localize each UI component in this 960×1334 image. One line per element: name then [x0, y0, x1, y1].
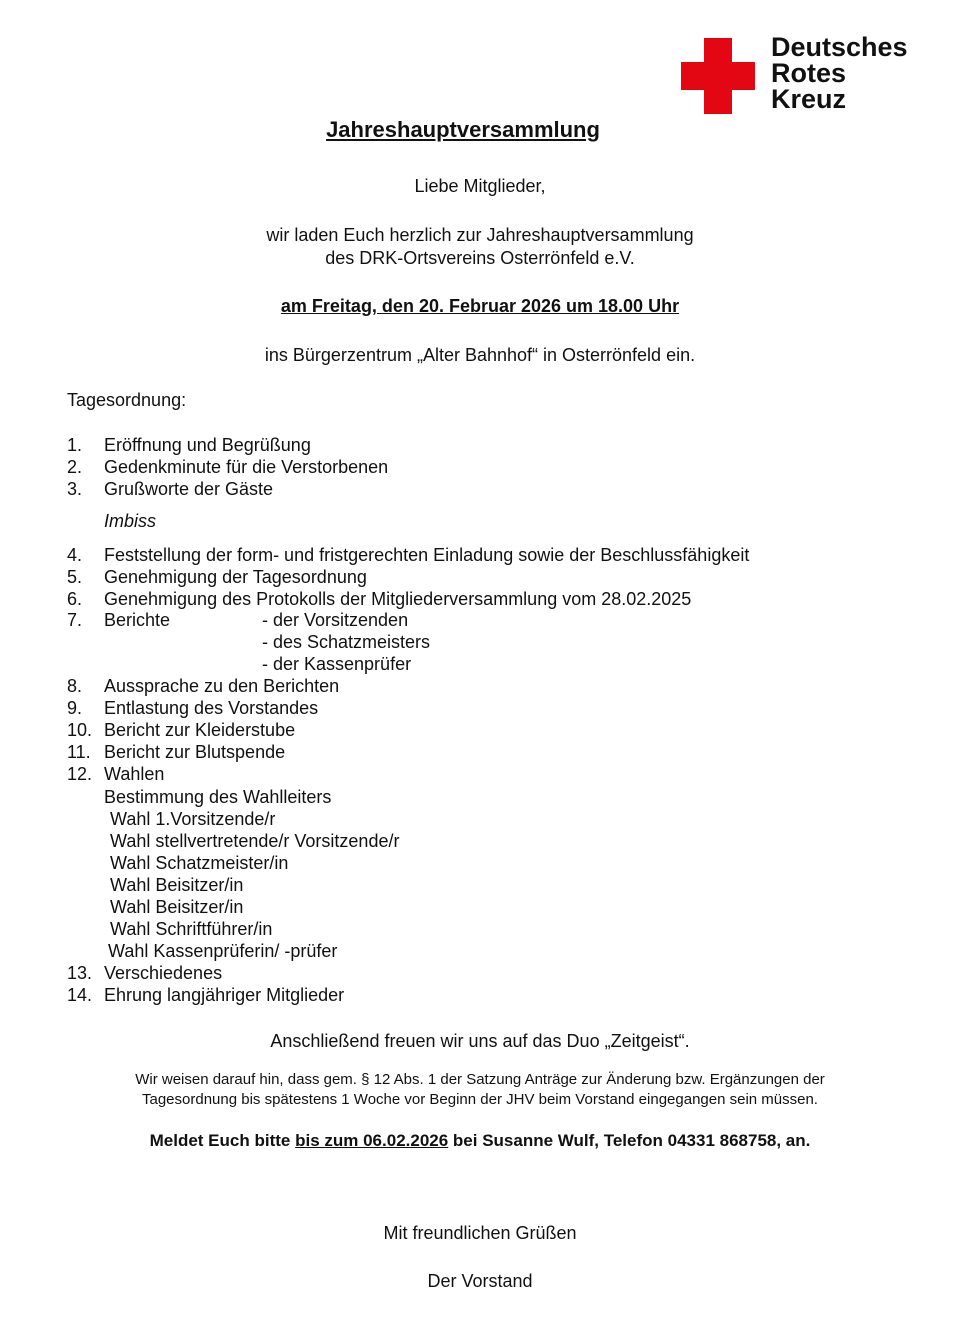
list-item: 13. Verschiedenes [67, 963, 223, 983]
election-lead: Bestimmung des Wahlleiters [104, 787, 332, 807]
rsvp-after: bei Susanne Wulf, Telefon 04331 868758, an. [448, 1131, 811, 1150]
election-item: Wahl 1.Vorsitzende/r [110, 809, 276, 829]
list-item: 3. Grußworte der Gäste [67, 479, 274, 499]
report-item: - der Kassenprüfer [262, 654, 412, 674]
meeting-date: am Freitag, den 20. Februar 2026 um 18.00 Uhr [280, 296, 680, 316]
rsvp-before: Meldet Euch bitte [149, 1131, 296, 1150]
list-item: 10. Bericht zur Kleiderstube [67, 720, 296, 740]
notice-line-1: Wir weisen darauf hin, dass gem. § 12 Abs. 1 der Satzung Anträge zur Änderung bzw. Ergänzungen der [135, 1071, 825, 1088]
list-item: 7. Berichte - der Vorsitzenden [67, 610, 409, 630]
meeting-location: ins Bürgerzentrum „Alter Bahnhof“ in Osterrönfeld ein. [264, 345, 696, 365]
report-row [0, 654, 960, 676]
signature: Der Vorstand [427, 1271, 533, 1291]
list-item: 9. Entlastung des Vorstandes [67, 698, 319, 718]
list-item: 14. Ehrung langjähriger Mitglieder [67, 985, 345, 1005]
list-item: 2. Gedenkminute für die Verstorbenen [67, 457, 389, 477]
logo-line: Rotes [771, 58, 847, 88]
election-item: Wahl Schatzmeister/in [110, 853, 289, 873]
logo-line: Kreuz [771, 84, 847, 114]
election-item: Wahl Beisitzer/in [110, 875, 244, 895]
list-item: 4. Feststellung der form- und fristgerechten Einladung sowie der Beschlussfähigkeit [67, 545, 750, 565]
list-item: 11. Bericht zur Blutspende [67, 742, 286, 762]
report-item: - des Schatzmeisters [262, 632, 431, 652]
list-item: 12. Wahlen [67, 764, 165, 784]
list-item: 8. Aussprache zu den Berichten [67, 676, 340, 696]
invite-line-1: wir laden Euch herzlich zur Jahreshauptversammlung [266, 225, 694, 245]
logo-wordmark [771, 34, 908, 112]
rsvp-line [0, 1131, 960, 1151]
report-item: - der Vorsitzenden [262, 610, 409, 630]
report-row [0, 632, 960, 654]
list-item: 5. Genehmigung der Tagesordnung [67, 567, 367, 587]
notice-line-2: Tagesordnung bis spätestens 1 Woche vor Beginn der JHV beim Vorstand eingegangen sein müssen. [142, 1091, 818, 1108]
red-cross-icon [681, 38, 755, 114]
election-item: Wahl Schriftführer/in [110, 919, 273, 939]
page-title: Jahreshauptversammlung [326, 117, 600, 142]
list-item: 6. Genehmigung des Protokolls der Mitgliederversammlung vom 28.02.2025 [67, 589, 692, 609]
invite-line-2: des DRK-Ortsvereins Osterrönfeld e.V. [325, 248, 635, 268]
break-label: Imbiss [104, 511, 157, 531]
election-item: Wahl Beisitzer/in [110, 897, 244, 917]
list-item: 1. Eröffnung und Begrüßung [67, 435, 311, 455]
agenda-heading: Tagesordnung: [67, 390, 187, 410]
regards: Mit freundlichen Grüßen [383, 1223, 577, 1243]
rsvp-deadline: bis zum 06.02.2026 [295, 1131, 449, 1150]
election-item: Wahl Kassenprüferin/ -prüfer [108, 941, 338, 961]
greeting: Liebe Mitglieder, [414, 176, 546, 196]
closing-event: Anschließend freuen wir uns auf das Duo „Zeitgeist“. [270, 1031, 690, 1051]
election-item: Wahl stellvertretende/r Vorsitzende/r [110, 831, 400, 851]
logo-line: Deutsches [771, 32, 908, 62]
